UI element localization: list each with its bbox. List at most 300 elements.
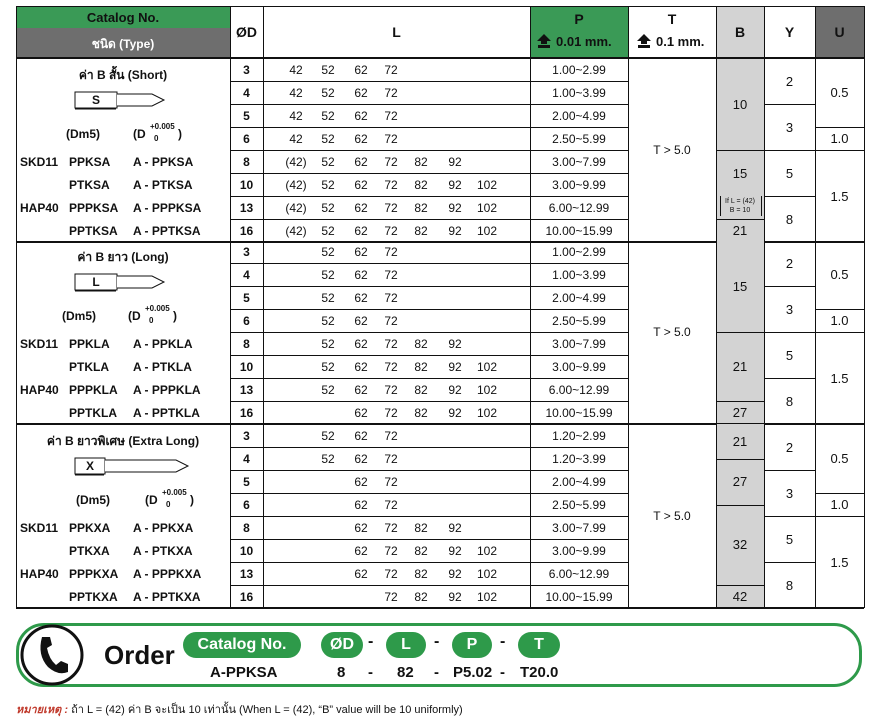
od-cell: 10: [239, 543, 254, 558]
l-value: 72: [384, 177, 398, 192]
tolerance-lower: 0: [154, 134, 159, 143]
l-value: 62: [354, 177, 368, 192]
l-value: 92: [448, 359, 462, 374]
u-rule: [815, 332, 864, 333]
code-standard: PPPKXA: [69, 567, 119, 581]
od-cell: 13: [239, 382, 254, 397]
od-cell: 4: [243, 85, 250, 100]
section-title: ค่า B ยาวพิเศษ (Extra Long): [46, 434, 200, 448]
l-value: 82: [414, 200, 428, 215]
p-range: 3.00~9.99: [552, 177, 606, 192]
u-value: 0.5: [830, 85, 849, 100]
l-value: 52: [321, 200, 335, 215]
l-value: 72: [384, 108, 398, 123]
u-value: 1.5: [830, 370, 849, 386]
l-value: 52: [321, 244, 335, 259]
y-rule: [764, 332, 815, 333]
header-y: Y: [784, 24, 795, 40]
od-cell: 6: [243, 497, 250, 512]
l-value: 72: [384, 200, 398, 215]
column-rule: [230, 6, 231, 608]
tool-code: L: [92, 275, 100, 289]
y-rule: [764, 562, 815, 563]
p-range: 2.00~4.99: [552, 290, 606, 305]
b-value: 27: [732, 405, 748, 420]
code-a-type: A - PPPKLA: [133, 383, 201, 397]
y-rule: [764, 286, 815, 287]
b-rule: [716, 505, 764, 506]
b-value: 10: [732, 96, 748, 112]
l-value: 52: [321, 267, 335, 282]
l-value: (42): [285, 223, 307, 238]
l-value: 72: [384, 85, 398, 100]
l-value: 52: [321, 290, 335, 305]
l-value: 62: [354, 131, 368, 146]
p-range: 1.00~2.99: [552, 244, 606, 259]
l-value: 72: [384, 520, 398, 535]
od-cell: 16: [239, 589, 254, 604]
u-value: 1.0: [830, 131, 849, 146]
l-value: 52: [321, 428, 335, 443]
code-standard: PTKSA: [69, 178, 110, 192]
column-rule: [628, 6, 629, 608]
column-rule: [716, 6, 717, 608]
header-catalog-no: Catalog No.: [86, 9, 160, 25]
b-note-line2: B = 10: [729, 207, 751, 214]
l-value: 52: [321, 359, 335, 374]
code-a-type: A - PPKXA: [133, 521, 194, 535]
footnote-label: หมายเหตุ :: [16, 704, 68, 716]
l-value: 92: [448, 405, 462, 420]
l-value: 42: [289, 85, 303, 100]
pill-t: T: [518, 632, 560, 658]
l-value: 102: [476, 566, 498, 581]
l-value: 62: [354, 200, 368, 215]
l-value: 42: [289, 108, 303, 123]
y-rule: [764, 470, 815, 471]
u-rule: [815, 127, 864, 128]
material-skd11: SKD11: [20, 337, 59, 351]
od-cell: 5: [243, 474, 250, 489]
column-rule: [764, 6, 765, 608]
code-standard: PPTKXA: [69, 590, 118, 604]
y-value: 5: [785, 531, 794, 547]
l-value: 62: [354, 566, 368, 581]
l-value: 52: [321, 154, 335, 169]
l-value: 82: [414, 223, 428, 238]
section-title: ค่า B สั้น (Short): [78, 68, 168, 82]
top-rule: [16, 6, 864, 7]
l-value: 92: [448, 223, 462, 238]
code-a-type: A - PTKSA: [133, 178, 193, 192]
pill-p: P: [452, 632, 492, 658]
l-value: 72: [384, 290, 398, 305]
od-cell: 5: [243, 290, 250, 305]
l-value: 72: [384, 267, 398, 282]
l-value: (42): [285, 154, 307, 169]
b-rule: [716, 401, 764, 402]
code-standard: PPKXA: [69, 521, 111, 535]
p-range: 2.00~4.99: [552, 474, 606, 489]
p-range: 1.20~3.99: [552, 451, 606, 466]
example-dash-3: -: [500, 664, 505, 681]
p-range: 6.00~12.99: [548, 566, 610, 581]
b-value: 15: [732, 165, 748, 181]
l-value: 72: [384, 154, 398, 169]
b-value: 21: [732, 433, 748, 449]
l-value: 62: [354, 85, 368, 100]
l-value: (42): [285, 200, 307, 215]
code-a-type: A - PPTKXA: [133, 590, 201, 604]
l-value: 82: [414, 336, 428, 351]
footnote: [16, 700, 463, 718]
p-range: 6.00~12.99: [548, 200, 610, 215]
header-p: P: [574, 11, 584, 27]
l-value: 92: [448, 336, 462, 351]
material-skd11: SKD11: [20, 521, 59, 535]
header-u: U: [834, 24, 845, 40]
b-rule: [716, 332, 764, 333]
footnote-text: ถ้า L = (42) ค่า B จะเป็น 10 เท่านั้น (When L = (42), “B” value will be 10 uniformly): [71, 704, 463, 716]
p-range: 2.50~5.99: [552, 313, 606, 328]
l-value: 82: [414, 382, 428, 397]
od-cell: 10: [239, 177, 254, 192]
p-range: 1.00~2.99: [552, 62, 606, 77]
l-value: 52: [321, 382, 335, 397]
l-value: 92: [448, 200, 462, 215]
example-p: P5.02: [453, 664, 493, 681]
l-value: 52: [321, 451, 335, 466]
p-range: 2.50~5.99: [552, 131, 606, 146]
column-rule: [263, 6, 264, 608]
tolerance-close: ): [173, 309, 177, 323]
u-value: 1.0: [830, 497, 849, 512]
code-a-type: A - PPKSA: [133, 155, 194, 169]
l-value: 72: [384, 336, 398, 351]
y-rule: [764, 104, 815, 105]
code-standard: PPKLA: [69, 337, 110, 351]
b-value: 42: [732, 589, 748, 604]
od-cell: 16: [239, 223, 254, 238]
l-value: 102: [476, 223, 498, 238]
code-standard: PPTKLA: [69, 406, 117, 420]
l-value: 72: [384, 543, 398, 558]
y-value: 2: [785, 439, 794, 455]
y-value: 3: [785, 485, 794, 501]
od-cell: 6: [243, 131, 250, 146]
l-value: 72: [384, 405, 398, 420]
l-value: 62: [354, 359, 368, 374]
example-dash-2: -: [434, 664, 439, 681]
y-rule: [764, 150, 815, 151]
l-value: 62: [354, 223, 368, 238]
l-value: 92: [448, 382, 462, 397]
u-rule: [815, 516, 864, 517]
l-value: 62: [354, 382, 368, 397]
dm5-label: (Dm5): [66, 127, 101, 141]
y-value: 3: [785, 119, 794, 135]
p-range: 1.00~3.99: [552, 85, 606, 100]
l-value: 62: [354, 451, 368, 466]
material-hap40: HAP40: [20, 383, 59, 397]
column-rule: [530, 6, 531, 608]
l-value: 52: [321, 108, 335, 123]
y-value: 5: [785, 165, 794, 181]
section-rule: [16, 607, 864, 609]
od-cell: 8: [243, 336, 250, 351]
code-standard: PTKXA: [69, 544, 110, 558]
od-cell: 8: [243, 154, 250, 169]
l-value: 102: [476, 200, 498, 215]
code-a-type: A - PPPKSA: [133, 201, 202, 215]
l-value: 82: [414, 177, 428, 192]
material-hap40: HAP40: [20, 201, 59, 215]
p-range: 6.00~12.99: [548, 382, 610, 397]
p-range: 10.00~15.99: [545, 223, 613, 238]
l-value: 62: [354, 520, 368, 535]
p-range: 3.00~9.99: [552, 543, 606, 558]
code-a-type: A - PPPKXA: [133, 567, 202, 581]
l-value: 72: [384, 497, 398, 512]
l-value: 102: [476, 359, 498, 374]
l-value: 52: [321, 177, 335, 192]
l-value: 62: [354, 108, 368, 123]
dash-2: -: [434, 633, 440, 650]
header-type: ชนิด (Type): [91, 36, 155, 51]
tolerance-upper: +0.005: [162, 488, 187, 497]
l-value: 72: [384, 589, 398, 604]
l-value: 62: [354, 474, 368, 489]
code-standard: PPTKSA: [69, 224, 118, 238]
tolerance-upper: +0.005: [150, 122, 175, 131]
od-cell: 4: [243, 451, 250, 466]
l-value: 62: [354, 497, 368, 512]
od-cell: 4: [243, 267, 250, 282]
l-value: 52: [321, 62, 335, 77]
l-value: 72: [384, 474, 398, 489]
u-value: 1.5: [830, 188, 849, 204]
od-cell: 13: [239, 566, 254, 581]
header-od: ØD: [236, 24, 257, 40]
section-title: ค่า B ยาว (Long): [77, 250, 169, 264]
u-value: 1.5: [830, 554, 849, 570]
tolerance-upper: +0.005: [145, 304, 170, 313]
dm5-label: (Dm5): [76, 493, 111, 507]
b-value: 32: [732, 537, 748, 553]
l-value: 52: [321, 336, 335, 351]
y-value: 8: [785, 577, 794, 593]
l-value: 102: [476, 589, 498, 604]
phone-icon: [18, 623, 86, 687]
y-value: 2: [785, 73, 794, 89]
example-t: T20.0: [520, 664, 559, 681]
p-range: 3.00~7.99: [552, 520, 606, 535]
l-value: 92: [448, 543, 462, 558]
y-value: 2: [785, 255, 794, 271]
u-rule: [815, 309, 864, 310]
tool-code: S: [91, 93, 100, 107]
l-value: 82: [414, 520, 428, 535]
code-a-type: A - PPKLA: [133, 337, 193, 351]
code-a-type: A - PTKLA: [133, 360, 192, 374]
order-title: Order: [104, 640, 175, 670]
l-value: 62: [354, 154, 368, 169]
l-value: 72: [384, 244, 398, 259]
l-value: 72: [384, 131, 398, 146]
od-cell: 6: [243, 313, 250, 328]
b-value: 21: [732, 223, 748, 238]
header-b: B: [734, 24, 746, 40]
l-value: 62: [354, 428, 368, 443]
header-l: L: [392, 24, 401, 40]
column-rule: [815, 6, 816, 608]
t-value: T > 5.0: [653, 143, 691, 157]
t-value: T > 5.0: [653, 509, 691, 523]
b-value: 15: [732, 278, 748, 294]
l-value: 92: [448, 566, 462, 581]
header-t-unit: 0.1 mm.: [656, 34, 705, 49]
p-range: 1.00~3.99: [552, 267, 606, 282]
b-rule: [716, 459, 764, 460]
b-rule: [716, 150, 764, 151]
y-value: 8: [785, 393, 794, 409]
dm5-label: (Dm5): [62, 309, 97, 323]
l-value: 62: [354, 336, 368, 351]
od-cell: 3: [243, 62, 250, 77]
code-a-type: A - PTKXA: [133, 544, 193, 558]
p-range: 3.00~7.99: [552, 154, 606, 169]
p-range: 2.50~5.99: [552, 497, 606, 512]
l-value: 102: [476, 382, 498, 397]
l-value: 92: [448, 177, 462, 192]
l-value: 42: [289, 62, 303, 77]
p-range: 3.00~7.99: [552, 336, 606, 351]
l-value: 72: [384, 62, 398, 77]
y-rule: [764, 196, 815, 197]
tolerance-d: (D: [128, 309, 141, 323]
l-value: 62: [354, 313, 368, 328]
y-value: 5: [785, 347, 794, 363]
u-value: 0.5: [830, 451, 849, 466]
material-skd11: SKD11: [20, 155, 59, 169]
column-rule: [864, 6, 865, 608]
l-value: (42): [285, 177, 307, 192]
l-value: 102: [476, 405, 498, 420]
b-rule: [716, 585, 764, 586]
b-note-line1: If L = (42): [725, 198, 755, 205]
tolerance-close: ): [178, 127, 182, 141]
p-range: 10.00~15.99: [545, 589, 613, 604]
code-standard: PPKSA: [69, 155, 111, 169]
code-a-type: A - PPTKLA: [133, 406, 200, 420]
l-value: 82: [414, 154, 428, 169]
b-rule: [716, 219, 764, 220]
example-od: 8: [337, 664, 346, 681]
b-value: 21: [732, 359, 748, 374]
l-value: 72: [384, 223, 398, 238]
l-value: 92: [448, 520, 462, 535]
pill-od: ØD: [321, 632, 363, 658]
l-value: 52: [321, 131, 335, 146]
p-range: 3.00~9.99: [552, 359, 606, 374]
tolerance-lower: 0: [166, 500, 171, 509]
header-rule: [16, 57, 864, 59]
l-value: 72: [384, 566, 398, 581]
od-cell: 3: [243, 428, 250, 443]
l-value: 82: [414, 543, 428, 558]
example-dash-1: -: [368, 664, 373, 681]
example-l: 82: [397, 664, 414, 681]
od-cell: 3: [243, 244, 250, 259]
pill-l: L: [386, 632, 426, 658]
example-catalog: A-PPKSA: [210, 664, 278, 681]
od-cell: 5: [243, 108, 250, 123]
b-value: 27: [732, 474, 748, 489]
up-arrow-icon: [536, 33, 552, 49]
l-value: 92: [448, 589, 462, 604]
p-range: 10.00~15.99: [545, 405, 613, 420]
od-cell: 13: [239, 200, 254, 215]
u-value: 0.5: [830, 267, 849, 282]
t-value: T > 5.0: [653, 325, 691, 339]
y-rule: [764, 516, 815, 517]
tolerance-lower: 0: [149, 316, 154, 325]
p-range: 1.20~2.99: [552, 428, 606, 443]
y-value: 3: [785, 301, 794, 317]
code-standard: PPPKSA: [69, 201, 119, 215]
l-value: 82: [414, 405, 428, 420]
l-value: 102: [476, 177, 498, 192]
u-rule: [815, 150, 864, 151]
l-value: 62: [354, 290, 368, 305]
dash-3: -: [500, 633, 506, 650]
l-value: 42: [289, 131, 303, 146]
l-value: 62: [354, 62, 368, 77]
l-value: 62: [354, 405, 368, 420]
l-value: 52: [321, 313, 335, 328]
l-value: 62: [354, 543, 368, 558]
l-value: 72: [384, 359, 398, 374]
l-value: 82: [414, 566, 428, 581]
l-value: 62: [354, 267, 368, 282]
p-range: 2.00~4.99: [552, 108, 606, 123]
od-cell: 10: [239, 359, 254, 374]
u-rule: [815, 493, 864, 494]
od-cell: 8: [243, 520, 250, 535]
l-value: 72: [384, 451, 398, 466]
l-value: 52: [321, 85, 335, 100]
y-rule: [764, 378, 815, 379]
l-value: 82: [414, 359, 428, 374]
l-value: 102: [476, 543, 498, 558]
od-cell: 16: [239, 405, 254, 420]
pill-catalog-no: Catalog No.: [183, 632, 301, 658]
u-value: 1.0: [830, 313, 849, 328]
l-value: 62: [354, 244, 368, 259]
tolerance-close: ): [190, 493, 194, 507]
material-hap40: HAP40: [20, 567, 59, 581]
l-value: 72: [384, 313, 398, 328]
code-standard: PTKLA: [69, 360, 109, 374]
tolerance-d: (D: [145, 493, 158, 507]
l-value: 92: [448, 154, 462, 169]
l-value: 52: [321, 223, 335, 238]
dash-1: -: [368, 633, 374, 650]
l-value: 82: [414, 589, 428, 604]
header-p-unit: 0.01 mm.: [556, 34, 612, 49]
l-value: 72: [384, 382, 398, 397]
code-a-type: A - PPTKSA: [133, 224, 201, 238]
